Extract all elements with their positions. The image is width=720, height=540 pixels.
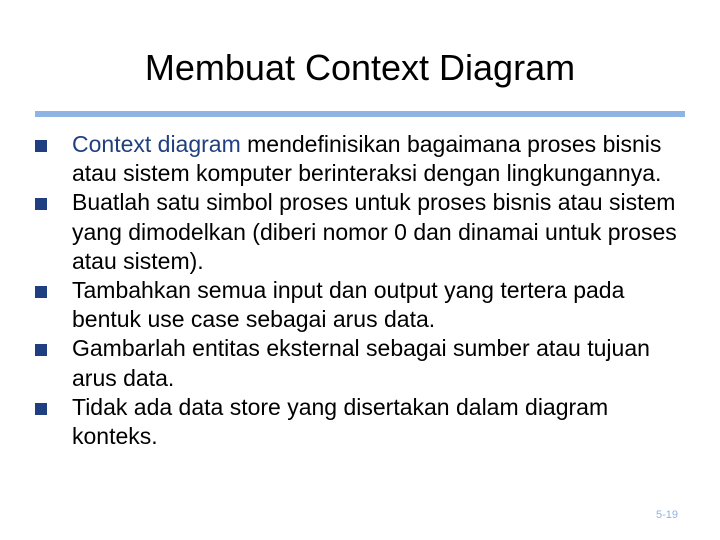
square-bullet-icon: [35, 198, 47, 210]
bullet-item: [34, 276, 684, 334]
bullet-text: Gambarlah entitas eksternal sebagai sumber atau tujuan arus data.: [72, 335, 650, 391]
square-bullet-icon: [35, 344, 47, 356]
bullet-item: [34, 393, 684, 451]
square-bullet-icon: [35, 140, 47, 152]
slide-title: Membuat Context Diagram: [144, 47, 576, 88]
bullet-text: mendefinisikan bagaimana proses bisnis atau sistem komputer berinteraksi dengan lingkungannya.: [72, 131, 662, 187]
bullet-item: [34, 188, 684, 276]
title-divider: [35, 111, 685, 117]
bullet-item: [34, 334, 684, 392]
page-number: 5-19: [655, 509, 678, 521]
square-bullet-icon: [35, 403, 47, 415]
bullet-item: [34, 130, 684, 188]
bullet-text: Buatlah satu simbol proses untuk proses bisnis atau sistem yang dimodelkan (diberi nomor 0 dan dinamai untuk proses atau sistem).: [72, 189, 677, 274]
bullet-list: [34, 130, 684, 451]
square-bullet-icon: [35, 286, 47, 298]
bullet-text: Tidak ada data store yang disertakan dalam diagram konteks.: [72, 393, 609, 450]
bullet-highlight: Context diagram: [72, 131, 241, 157]
bullet-text: Tambahkan semua input dan output yang tertera pada bentuk use case sebagai arus data.: [72, 277, 625, 333]
